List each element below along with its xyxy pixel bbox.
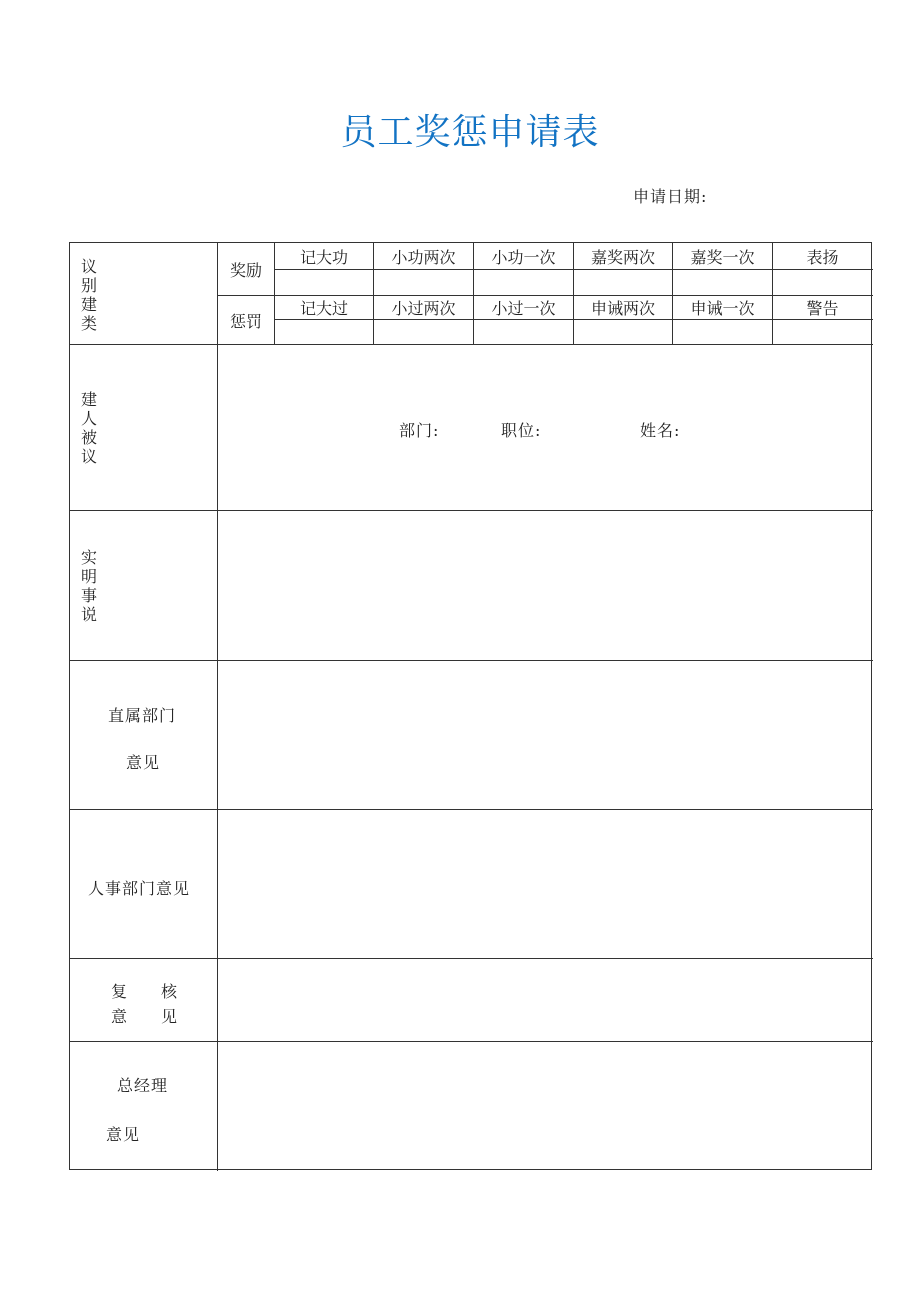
dept-opinion-label: 直属部门 — [108, 706, 177, 725]
gm-opinion-label-2: 意见 — [106, 1125, 141, 1144]
penalty-option: 小过两次 — [391, 299, 456, 318]
nominee-label: 建 人 被 议 — [81, 390, 98, 466]
penalty-option: 小过一次 — [491, 299, 556, 318]
category-label: 议 别 建 类 — [81, 257, 98, 333]
penalty-option: 警告 — [806, 299, 839, 318]
review-label-char: 意 — [111, 1007, 129, 1026]
gm-opinion-label: 总经理 — [117, 1076, 169, 1095]
reward-label: 奖励 — [229, 260, 262, 280]
penalty-option: 申诫两次 — [590, 299, 655, 318]
penalty-label: 惩罚 — [229, 311, 262, 331]
reward-option: 嘉奖两次 — [590, 247, 655, 267]
review-label-char: 见 — [161, 1007, 179, 1026]
reward-option: 表扬 — [806, 247, 839, 267]
page-title: 员工奖惩申请表 — [340, 112, 600, 153]
review-label-char: 核 — [161, 982, 179, 1001]
review-label-char: 复 — [111, 982, 129, 1001]
application-form-table — [69, 242, 872, 1170]
application-date-label: 申请日期: — [633, 187, 708, 206]
department-field-label: 部门: — [399, 421, 440, 440]
dept-opinion-label-2: 意见 — [126, 753, 161, 772]
penalty-option: 记大过 — [299, 299, 348, 318]
position-field-label: 职位: — [501, 421, 542, 440]
reward-option: 小功一次 — [491, 247, 556, 267]
hr-opinion-label: 人事部门意见 — [88, 879, 191, 898]
reward-option: 小功两次 — [391, 247, 456, 267]
name-field-label: 姓名: — [640, 421, 681, 440]
penalty-option: 申诫一次 — [690, 299, 755, 318]
reward-option: 记大功 — [299, 247, 348, 267]
reward-option: 嘉奖一次 — [690, 247, 755, 267]
facts-label: 实 明 事 说 — [81, 548, 98, 624]
